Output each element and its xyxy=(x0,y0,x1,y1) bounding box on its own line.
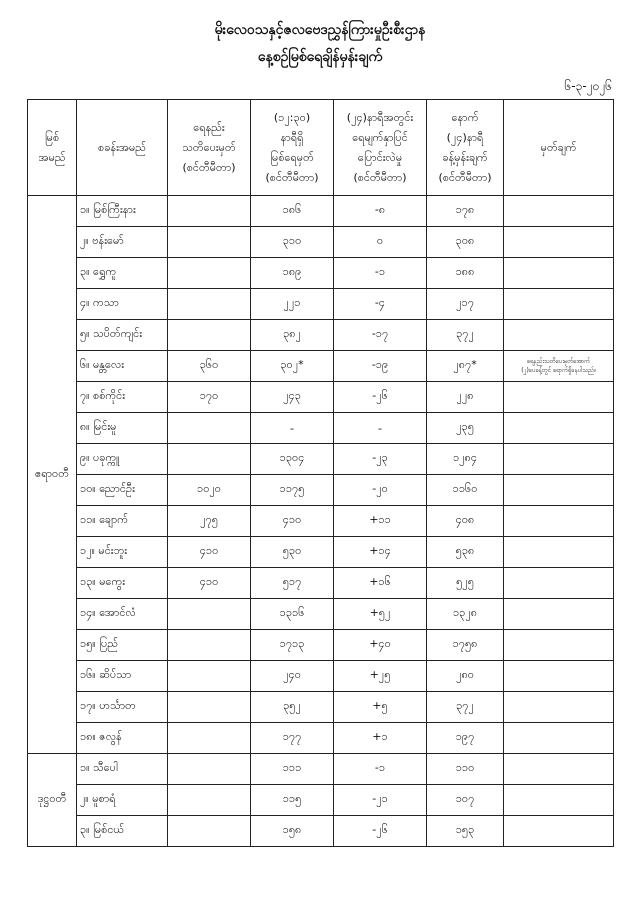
observed-level: ၁၈၆ xyxy=(251,196,334,227)
forecast-level: ၁၀၇ xyxy=(427,785,504,816)
forecast-level: ၂၈၀ xyxy=(427,661,504,692)
forecast-level: ၁၅၃ xyxy=(427,816,504,847)
table-row xyxy=(28,320,614,351)
remark xyxy=(504,785,614,816)
remark xyxy=(504,754,614,785)
level-change: +၅ xyxy=(334,692,427,723)
table-body xyxy=(28,196,614,847)
level-change: +၁ xyxy=(334,723,427,754)
page-title: မိုးလေဝသနှင့်ဇလဗေဒညွှန်ကြားမှုဦးစီးဌာန xyxy=(214,22,426,38)
header-river: မြစ် အမည် xyxy=(28,100,77,196)
danger-level xyxy=(168,723,251,754)
report-date: ၆-၃-၂၀၂၆ xyxy=(564,79,612,93)
station-name: ၁၀။ ညောင်ဦး xyxy=(77,475,168,506)
remark xyxy=(504,599,614,630)
danger-level: ၁၇၀ xyxy=(168,382,251,413)
station-name: ၄။ ကသာ xyxy=(77,289,168,320)
forecast-level: ၁၇၈ xyxy=(427,196,504,227)
level-change: +၅၂ xyxy=(334,599,427,630)
level-change: +၄၀ xyxy=(334,630,427,661)
danger-level: ၁၀၂၀ xyxy=(168,475,251,506)
table-row xyxy=(28,723,614,754)
danger-level xyxy=(168,289,251,320)
station-name: ၃။ ရွှေကူ xyxy=(77,258,168,289)
remark xyxy=(504,816,614,847)
level-change: -၂၁ xyxy=(334,785,427,816)
forecast-level: ၂၈၇* xyxy=(427,351,504,382)
station-name: ၁၇။ ဟင်္သာတ xyxy=(77,692,168,723)
level-change: -၁၉ xyxy=(334,351,427,382)
station-name: ၁၆။ ဆိပ်သာ xyxy=(77,661,168,692)
observed-level: ၁၁၅ xyxy=(251,785,334,816)
table-row xyxy=(28,227,614,258)
observed-level: ၃၀၂* xyxy=(251,351,334,382)
observed-level: ၂၂၁ xyxy=(251,289,334,320)
forecast-level: ၂၂၈ xyxy=(427,382,504,413)
table-row xyxy=(28,785,614,816)
observed-level: ၁၁၇၅ xyxy=(251,475,334,506)
river-level-table xyxy=(27,99,614,847)
river-name: ဧရာဝတီ xyxy=(28,196,77,754)
remark xyxy=(504,258,614,289)
header-forecast: နောက် (၂၄)နာရီ ခန့်မှန်းချက် (စင်တီမီတာ) xyxy=(427,100,504,196)
level-change: +၁၁ xyxy=(334,506,427,537)
remark xyxy=(504,320,614,351)
table-row xyxy=(28,661,614,692)
danger-level xyxy=(168,444,251,475)
header-24h-change: (၂၄)နာရီအတွင်း ရေမျက်နှာပြင် ပြောင်းလဲမှု (စင်တီမီတာ) xyxy=(334,100,427,196)
station-name: ၉။ ပခုက္ကူ xyxy=(77,444,168,475)
table-row xyxy=(28,506,614,537)
danger-level xyxy=(168,630,251,661)
station-name: ၈။ မြင်းမူ xyxy=(77,413,168,444)
level-change: +၁၄ xyxy=(334,537,427,568)
danger-level xyxy=(168,227,251,258)
station-name: ၁၃။ မကွေး xyxy=(77,568,168,599)
table-row xyxy=(28,196,614,227)
station-name: ၁၂။ မင်းဘူး xyxy=(77,537,168,568)
level-change: -၁ xyxy=(334,258,427,289)
station-name: ၇။ စစ်ကိုင်း xyxy=(77,382,168,413)
observed-level: ၁၅၈ xyxy=(251,816,334,847)
danger-level: ၃၆၀ xyxy=(168,351,251,382)
danger-level xyxy=(168,785,251,816)
danger-level xyxy=(168,692,251,723)
observed-level: ၄၁၀ xyxy=(251,506,334,537)
danger-level xyxy=(168,196,251,227)
table-row xyxy=(28,568,614,599)
table-row xyxy=(28,258,614,289)
danger-level xyxy=(168,754,251,785)
level-change: -၂၀ xyxy=(334,475,427,506)
remark xyxy=(504,568,614,599)
level-change: +၂၅ xyxy=(334,661,427,692)
observed-level: ၃၅၂ xyxy=(251,692,334,723)
observed-level: ၁၃၁၆ xyxy=(251,599,334,630)
forecast-level: ၁၁၀ xyxy=(427,754,504,785)
level-change: -၈ xyxy=(334,196,427,227)
station-name: ၁၄။ အောင်လံ xyxy=(77,599,168,630)
remark: ရေနည်းသတိပေးမှတ်အောက် (၂)ပေခန့်တွင် ရောက်ရှိနေပါသည်။ xyxy=(504,351,614,382)
remark xyxy=(504,723,614,754)
observed-level: ၁၇၁၃ xyxy=(251,630,334,661)
table-row xyxy=(28,351,614,382)
forecast-level: ၁၈၈ xyxy=(427,258,504,289)
table-row xyxy=(28,537,614,568)
level-change: -၄ xyxy=(334,289,427,320)
station-name: ၂။ မူစာရံ xyxy=(77,785,168,816)
observed-level: ၃၈၂ xyxy=(251,320,334,351)
danger-level xyxy=(168,413,251,444)
forecast-level: ၃၇၂ xyxy=(427,692,504,723)
table-row xyxy=(28,754,614,785)
danger-level: ၂၇၅ xyxy=(168,506,251,537)
danger-level xyxy=(168,816,251,847)
observed-level: ၁၈၉ xyxy=(251,258,334,289)
forecast-level: ၁၉၇ xyxy=(427,723,504,754)
header-danger-level: ရေနည်း သတိပေးမှတ် (စင်တီမီတာ) xyxy=(168,100,251,196)
header-observed-level: (၁၂:၃၀) နာရီရှိ မြစ်ရေမှတ် (စင်တီမီတာ) xyxy=(251,100,334,196)
remark xyxy=(504,661,614,692)
remark xyxy=(504,537,614,568)
observed-level: ၁၃၀၄ xyxy=(251,444,334,475)
danger-level xyxy=(168,661,251,692)
remark xyxy=(504,692,614,723)
forecast-level: ၁၂၈၄ xyxy=(427,444,504,475)
danger-level xyxy=(168,258,251,289)
danger-level xyxy=(168,599,251,630)
forecast-level: ၁၃၂၈ xyxy=(427,599,504,630)
remark xyxy=(504,382,614,413)
header-remarks: မှတ်ချက် xyxy=(504,100,614,196)
forecast-level: ၃၇၂ xyxy=(427,320,504,351)
forecast-level: ၅၂၅ xyxy=(427,568,504,599)
level-change: ၀ xyxy=(334,227,427,258)
level-change: -၂၃ xyxy=(334,444,427,475)
table-row xyxy=(28,692,614,723)
forecast-level: ၄၀၈ xyxy=(427,506,504,537)
table-row xyxy=(28,444,614,475)
table-row xyxy=(28,816,614,847)
river-name: ဒုဋ္ဌဝတီ xyxy=(28,754,77,847)
forecast-level: ၂၁၇ xyxy=(427,289,504,320)
table-row xyxy=(28,289,614,320)
remark xyxy=(504,413,614,444)
station-name: ၆။ မန္တလေး xyxy=(77,351,168,382)
observed-level: ၅၁၇ xyxy=(251,568,334,599)
observed-level: ၁၇၇ xyxy=(251,723,334,754)
table-header-row xyxy=(28,100,614,196)
forecast-level: ၅၃၈ xyxy=(427,537,504,568)
station-name: ၂။ ဗန်းမော် xyxy=(77,227,168,258)
table-row xyxy=(28,382,614,413)
table-row xyxy=(28,599,614,630)
remark xyxy=(504,289,614,320)
table-row xyxy=(28,413,614,444)
forecast-level: ၁၇၅၈ xyxy=(427,630,504,661)
station-name: ၅။ သပိတ်ကျင်း xyxy=(77,320,168,351)
remark xyxy=(504,630,614,661)
station-name: ၁၁။ ချောက် xyxy=(77,506,168,537)
level-change: +၁၆ xyxy=(334,568,427,599)
remark xyxy=(504,444,614,475)
observed-level: ၁၁၁ xyxy=(251,754,334,785)
remark xyxy=(504,227,614,258)
observed-level: ၃၁၀ xyxy=(251,227,334,258)
station-name: ၁၅။ ပြည် xyxy=(77,630,168,661)
station-name: ၁။ သီပေါ xyxy=(77,754,168,785)
table-row xyxy=(28,475,614,506)
station-name: ၁။ မြစ်ကြီးနား xyxy=(77,196,168,227)
observed-level: - xyxy=(251,413,334,444)
level-change: -၂၆ xyxy=(334,382,427,413)
observed-level: ၅၃၀ xyxy=(251,537,334,568)
station-name: ၁၈။ ဇလွန် xyxy=(77,723,168,754)
danger-level xyxy=(168,320,251,351)
station-name: ၃။ မြစ်ငယ် xyxy=(77,816,168,847)
remark xyxy=(504,196,614,227)
header-station: စခန်းအမည် xyxy=(77,100,168,196)
observed-level: ၂၄၃ xyxy=(251,382,334,413)
remark xyxy=(504,475,614,506)
level-change: -၂၆ xyxy=(334,816,427,847)
forecast-level: ၂၃၅ xyxy=(427,413,504,444)
remark xyxy=(504,506,614,537)
danger-level: ၄၁၀ xyxy=(168,568,251,599)
level-change: - xyxy=(334,413,427,444)
forecast-level: ၁၁၆၀ xyxy=(427,475,504,506)
danger-level: ၄၁၀ xyxy=(168,537,251,568)
level-change: -၁ xyxy=(334,754,427,785)
observed-level: ၂၄၀ xyxy=(251,661,334,692)
table-row xyxy=(28,630,614,661)
level-change: -၁၇ xyxy=(334,320,427,351)
forecast-level: ၃၀၈ xyxy=(427,227,504,258)
page-subtitle: နေ့စဉ်မြစ်ရေချိန်မှန်းချက် xyxy=(257,49,383,65)
